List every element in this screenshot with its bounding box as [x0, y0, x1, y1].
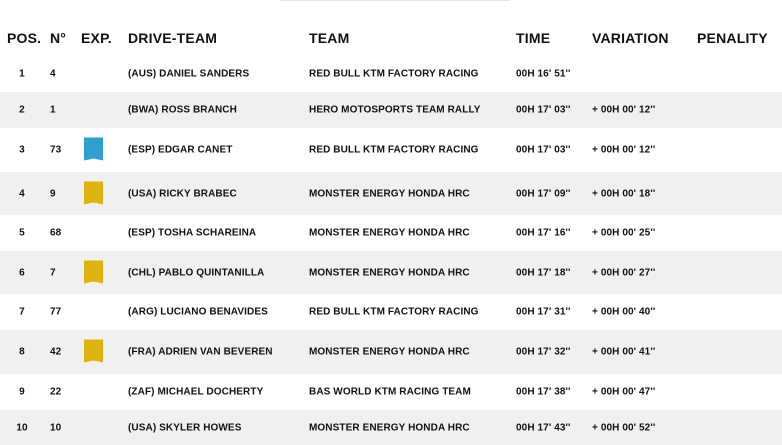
time-variation: + 00H 00' 25'' [592, 227, 656, 239]
driver-name[interactable]: (ESP) TOSHA SCHAREINA [128, 227, 257, 239]
team-name: BAS WORLD KTM RACING TEAM [309, 386, 471, 398]
table-row[interactable] [0, 215, 782, 251]
driver-name[interactable]: (CHL) PABLO QUINTANILLA [128, 267, 265, 278]
table-row[interactable] [0, 330, 782, 374]
table-row[interactable] [0, 92, 782, 128]
team-name: MONSTER ENERGY HONDA HRC [309, 346, 470, 358]
driver-name[interactable]: (FRA) ADRIEN VAN BEVEREN [128, 346, 273, 358]
driver-name[interactable]: (ARG) LUCIANO BENAVIDES [128, 306, 268, 318]
driver-name[interactable]: (AUS) DANIEL SANDERS [128, 68, 250, 80]
team-name: MONSTER ENERGY HONDA HRC [309, 267, 470, 278]
stage-time: 00H 17' 18'' [516, 267, 571, 278]
header-variation[interactable]: VARIATION [592, 30, 669, 46]
header-experience[interactable]: EXP. [81, 30, 112, 46]
driver-name[interactable]: (BWA) ROSS BRANCH [128, 104, 237, 116]
driver-name[interactable]: (ESP) EDGAR CANET [128, 144, 233, 156]
position: 3 [19, 144, 25, 156]
stage-time: 00H 17' 16'' [516, 227, 571, 239]
position: 2 [19, 104, 25, 116]
experience-flag-icon [84, 181, 103, 206]
time-variation: + 00H 00' 12'' [592, 144, 656, 156]
table-row[interactable] [0, 172, 782, 215]
team-name: HERO MOTOSPORTS TEAM RALLY [309, 104, 481, 116]
team-name: RED BULL KTM FACTORY RACING [309, 144, 479, 156]
position: 10 [16, 422, 28, 433]
header-drive-team[interactable]: DRIVE-TEAM [128, 30, 218, 46]
table-row[interactable] [0, 56, 782, 92]
table-row[interactable] [0, 374, 782, 410]
time-variation: + 00H 00' 27'' [592, 267, 656, 278]
experience-flag-icon [84, 340, 103, 365]
stage-time: 00H 17' 38'' [516, 386, 571, 398]
driver-name[interactable]: (USA) RICKY BRABEC [128, 188, 237, 199]
team-name: RED BULL KTM FACTORY RACING [309, 68, 479, 80]
stage-time: 00H 17' 32'' [516, 346, 571, 358]
bib-number: 7 [50, 267, 56, 278]
table-row[interactable] [0, 128, 782, 172]
stage-time: 00H 17' 31'' [516, 306, 571, 318]
bib-number: 10 [50, 422, 62, 433]
experience-flag-icon [84, 138, 103, 163]
position: 9 [19, 386, 25, 398]
time-variation: + 00H 00' 47'' [592, 386, 656, 398]
time-variation: + 00H 00' 41'' [592, 346, 656, 358]
bib-number: 4 [50, 68, 56, 80]
time-variation: + 00H 00' 12'' [592, 104, 656, 116]
driver-name[interactable]: (ZAF) MICHAEL DOCHERTY [128, 386, 264, 398]
bib-number: 42 [50, 346, 62, 358]
team-name: MONSTER ENERGY HONDA HRC [309, 422, 470, 433]
header-number[interactable]: N° [50, 30, 67, 46]
table-row[interactable] [0, 410, 782, 445]
top-divider [280, 0, 510, 1]
position: 1 [19, 68, 25, 80]
time-variation: + 00H 00' 18'' [592, 188, 656, 199]
header-team[interactable]: TEAM [309, 30, 350, 46]
position: 4 [19, 188, 25, 199]
results-table-header [0, 20, 782, 56]
header-time[interactable]: TIME [516, 30, 551, 46]
bib-number: 77 [50, 306, 62, 318]
stage-time: 00H 17' 09'' [516, 188, 571, 199]
position: 5 [19, 227, 25, 239]
bib-number: 1 [50, 104, 56, 116]
header-penalty[interactable]: PENALITY [697, 30, 768, 46]
time-variation: + 00H 00' 40'' [592, 306, 656, 318]
results-table-body [0, 56, 782, 445]
stage-time: 00H 17' 03'' [516, 104, 571, 116]
bib-number: 68 [50, 227, 62, 239]
position: 7 [19, 306, 25, 318]
driver-name[interactable]: (USA) SKYLER HOWES [128, 422, 242, 433]
position: 6 [19, 267, 25, 278]
bib-number: 73 [50, 144, 62, 156]
table-row[interactable] [0, 294, 782, 330]
stage-time: 00H 16' 51'' [516, 68, 571, 80]
bib-number: 22 [50, 386, 62, 398]
bib-number: 9 [50, 188, 56, 199]
time-variation: + 00H 00' 52'' [592, 422, 656, 433]
position: 8 [19, 346, 25, 358]
team-name: RED BULL KTM FACTORY RACING [309, 306, 479, 318]
experience-flag-icon [84, 260, 103, 285]
table-row[interactable] [0, 251, 782, 294]
team-name: MONSTER ENERGY HONDA HRC [309, 188, 470, 199]
header-pos[interactable]: POS. [7, 30, 42, 46]
stage-time: 00H 17' 43'' [516, 422, 571, 433]
stage-time: 00H 17' 03'' [516, 144, 571, 156]
team-name: MONSTER ENERGY HONDA HRC [309, 227, 470, 239]
